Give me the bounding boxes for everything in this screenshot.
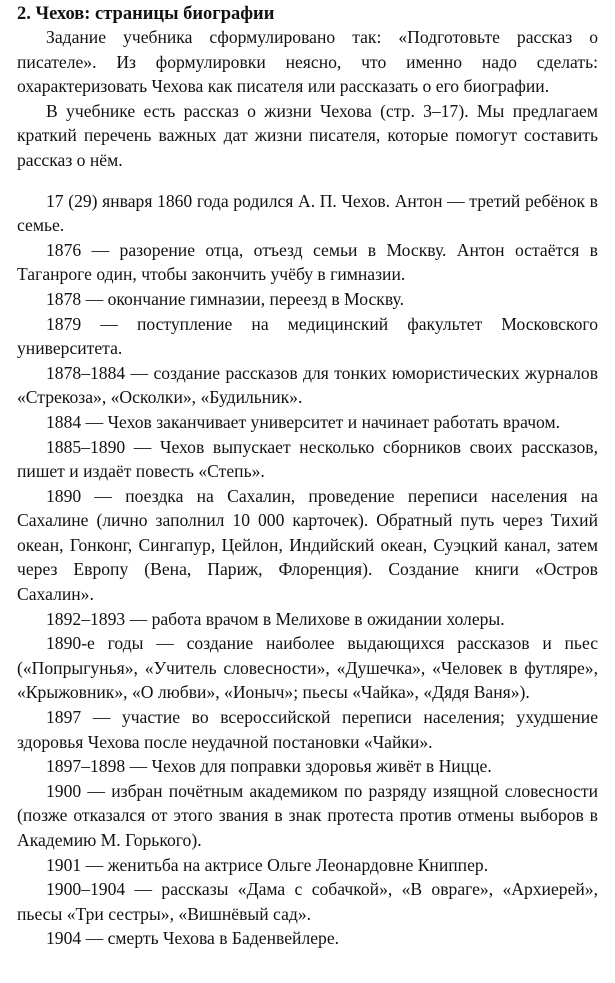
spacer — [17, 173, 598, 189]
timeline-entry: 1876 — разорение отца, отъезд семьи в Москву. Антон остаётся в Таганроге один, чтобы закончить учёбу в гимназии. — [17, 239, 598, 285]
intro-paragraph: Задание учебника сформулировано так: «Подготовьте рассказ о писателе». Из формулировки неясно, что именно надо сделать: охарактеризовать Чехова как писателя или рассказать о его биографии. — [17, 27, 598, 97]
timeline-entry: 1885–1890 — Чехов выпускает несколько сборников своих рассказов, пишет и издаёт повесть «Степь». — [17, 436, 598, 482]
section-heading: 2. Чехов: страницы биографии — [17, 4, 275, 24]
timeline-entry: 1890-е годы — создание наиболее выдающихся рассказов и пьес («Попрыгунья», «Учитель словесности», «Душечка», «Человек в футляре», «Крыжовник», «О любви», «Ионыч»; пьесы «Чайка», «Дядя Ваня»). — [17, 633, 598, 703]
timeline-entry: 1878 — окончание гимназии, переезд в Москву. — [46, 288, 404, 309]
timeline-entry: 17 (29) января 1860 года родился А. П. Чехов. Антон — третий ребёнок в семье. — [17, 190, 598, 236]
timeline-entry: 1900 — избран почётным академиком по разряду изящной словесности (позже отказался от этого звания в знак протеста против отмены выборов в Академию М. Горького). — [17, 780, 598, 850]
intro-paragraph: В учебнике есть рассказ о жизни Чехова (стр. 3–17). Мы предлагаем краткий перечень важных дат жизни писателя, которые помогут составить рассказ о нём. — [17, 100, 598, 170]
timeline-entry: 1897–1898 — Чехов для поправки здоровья живёт в Ницце. — [46, 756, 492, 777]
timeline-entry: 1904 — смерть Чехова в Баденвейлере. — [46, 928, 340, 949]
timeline-entry: 1884 — Чехов заканчивает университет и начинает работать врачом. — [46, 411, 561, 432]
timeline-entry: 1897 — участие во всероссийской переписи населения; ухудшение здоровья Чехова после неудачной постановки «Чайки». — [17, 707, 598, 752]
timeline-entry: 1892–1893 — работа врачом в Мелихове в ожидании холеры. — [46, 608, 505, 629]
timeline-entry: 1900–1904 — рассказы «Дама с собачкой», «В овраге», «Архиерей», пьесы «Три сестры», «Вишнёвый сад». — [17, 879, 598, 924]
timeline-entry: 1878–1884 — создание рассказов для тонких юмористических журналов «Стрекоза», «Осколки», «Будильник». — [17, 362, 598, 408]
timeline-entry: 1879 — поступление на медицинский факультет Московского университета. — [17, 313, 598, 359]
timeline-entry: 1890 — поездка на Сахалин, проведение переписи населения на Сахалине (лично заполнил 10 000 карточек). Обратный путь через Тихий океан, Гонконг, Сингапур, Цейлон, Индийский океан, Суэцкий канал, затем через Европу (Вена, Париж, Флоренция). Создание книги «Остров Сахалин». — [17, 485, 598, 605]
timeline-entry: 1901 — женитьба на актрисе Ольге Леонардовне Книппер. — [46, 854, 489, 875]
